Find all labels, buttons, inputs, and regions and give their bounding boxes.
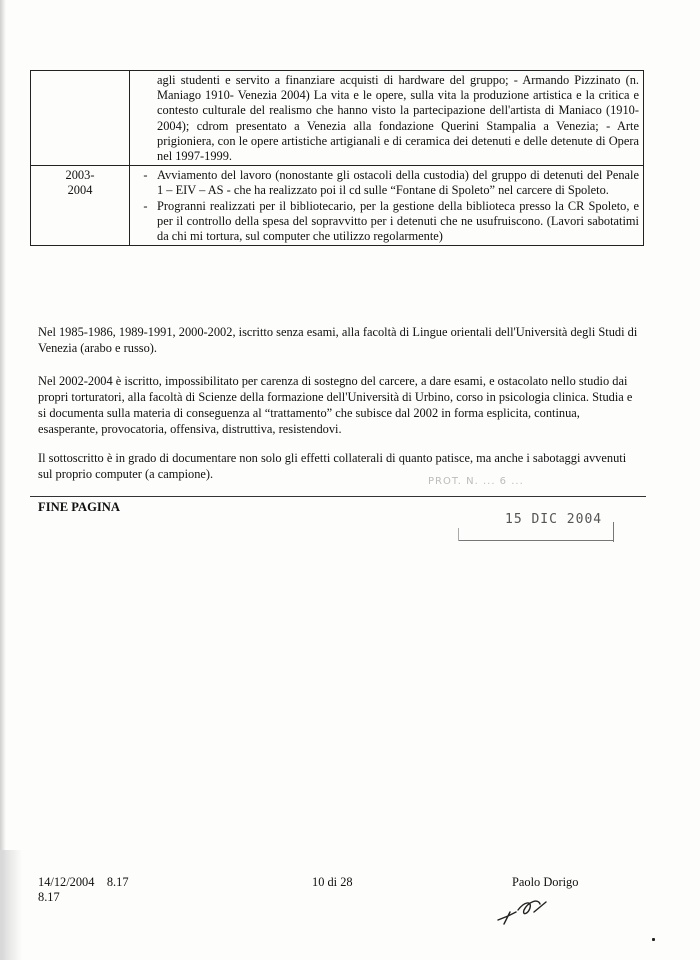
paragraph-venezia: Nel 1985-1986, 1989-1991, 2000-2002, iscritto senza esami, alla facoltà di Lingue orientali dell'Università degli Studi di Venezia (arabo e russo). bbox=[38, 325, 638, 355]
footer-datetime bbox=[38, 875, 129, 905]
list-dash: - bbox=[143, 198, 148, 213]
paragraph-sabotaggi: Il sottoscritto è in grado di documentare non solo gli effetti collaterali di quanto patisce, ma anche i sabotaggi avvenuti sul proprio computer (a campione). bbox=[38, 451, 627, 481]
list-item bbox=[134, 168, 639, 198]
year-cell bbox=[31, 71, 130, 166]
year-cell bbox=[31, 166, 130, 246]
received-date-stamp: 15 DIC 2004 bbox=[505, 512, 603, 527]
stamp-border bbox=[458, 540, 614, 541]
list-item-text: Progranni realizzati per il bibliotecario, per la gestione della biblioteca presso la CR Spoleto, e per il controllo della spesa del sopravvitto per i detenuti che ne usufruiscono. (Lavori sabotatimi da chi mi tortura, sul computer che utilizzo regolarmente) bbox=[157, 198, 639, 244]
faint-stamp-text: PROT. N. ... 6 ... bbox=[428, 476, 524, 487]
page-number: 10 di 28 bbox=[312, 875, 353, 889]
signature-scribble bbox=[494, 890, 564, 930]
scan-shadow bbox=[0, 0, 6, 960]
scan-speck bbox=[652, 938, 655, 941]
footer-time: 8.17 bbox=[106, 875, 129, 889]
stamp-border bbox=[613, 522, 614, 542]
list-item-text: Avviamento del lavoro (nonostante gli ostacoli della custodia) del gruppo di detenuti del Penale 1 – EIV – AS - che ha realizzato poi il cd sulle “Fontane di Spoleto” nel carcere di Spoleto. bbox=[157, 168, 639, 198]
horizontal-rule bbox=[30, 496, 646, 497]
author-name: Paolo Dorigo bbox=[512, 875, 579, 889]
stamp-border bbox=[458, 528, 459, 541]
footer-date: 14/12/2004 bbox=[38, 875, 95, 889]
table-row bbox=[31, 71, 644, 166]
cv-table bbox=[30, 70, 644, 246]
end-page-label: FINE PAGINA bbox=[38, 500, 120, 514]
year-range: 2003- 2004 bbox=[65, 168, 95, 198]
scan-corner-shadow bbox=[0, 850, 22, 960]
footer-time-second: 8.17 bbox=[38, 890, 60, 904]
paragraph-urbino: Nel 2002-2004 è iscritto, impossibilitato per carenza di sostegno del carcere, a dare esami, e ostacolato nello studio dai propri torturatori, alla facoltà di Scienze della formazione dell'Università di Urbino, corso in psicologia clinica. Studia e si documenta sulla materia di conseguenza al “trattamento” che subisce dal 2002 in forma esplicita, continua, esasperante, provocatoria, offensiva, distruttiva, resistendovi. bbox=[38, 374, 633, 436]
description-continuation: agli studenti e servito a finanziare acquisti di hardware del gruppo; - Armando Pizzinato (n. Maniago 1910- Venezia 2004) La vita e le opere, sulla vita la produzione artistica e la critica e contesto culturale del realismo che hanno visto la partecipazione dell'artista di Maniaco (1910-2004); cdrom presentato a Venezia alla fondazione Querini Stampalia a Venezia; - Arte prigioniera, con le opere artistiche artigianali e di ceramica dei detenuti e delle detenute di Opera nel 1997-1999. bbox=[157, 73, 639, 164]
description-cell bbox=[130, 71, 644, 166]
list-item bbox=[134, 199, 639, 245]
table-row bbox=[31, 166, 644, 246]
list-dash: - bbox=[143, 168, 148, 183]
description-cell bbox=[130, 166, 644, 246]
